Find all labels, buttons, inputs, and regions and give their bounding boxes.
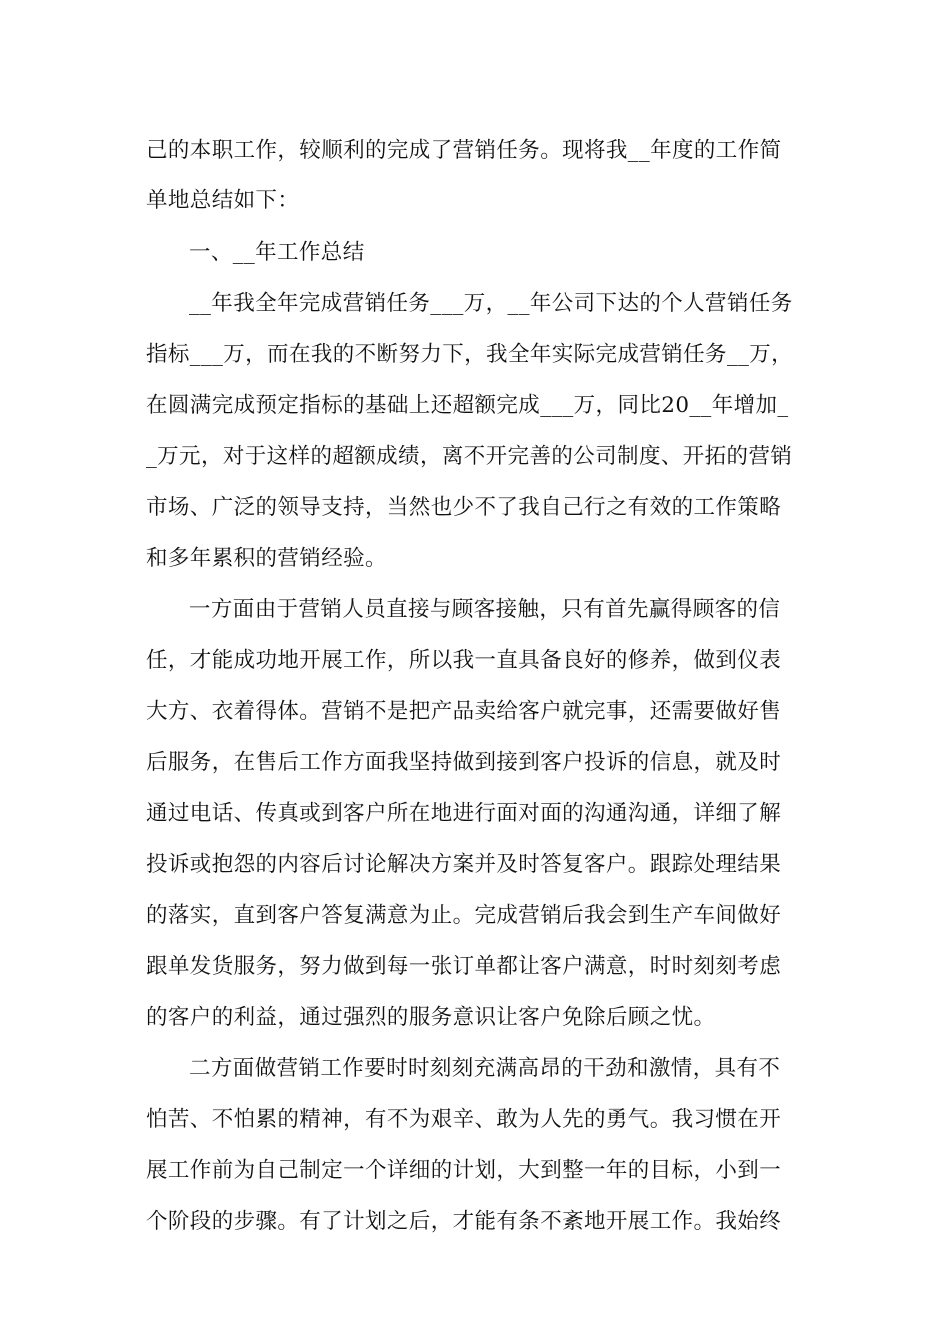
- text-line-12: 大方、衣着得体。营销不是把产品卖给客户就完事，还需要做好售: [146, 699, 782, 724]
- text-line-4: __年我全年完成营销任务___万，__年公司下达的个人营销任务: [189, 291, 793, 316]
- text-line-22: 个阶段的步骤。有了计划之后，才能有条不紊地开展工作。我始终: [146, 1209, 782, 1234]
- text-line-16: 的落实，直到客户答复满意为止。完成营销后我会到生产车间做好: [146, 903, 782, 928]
- text-line-14: 通过电话、传真或到客户所在地进行面对面的沟通沟通，详细了解: [146, 801, 782, 826]
- text-line-10: 一方面由于营销人员直接与顾客接触，只有首先赢得顾客的信: [189, 597, 781, 622]
- section-heading: 一、__年工作总结: [189, 240, 365, 265]
- text-line-15: 投诉或抱怨的内容后讨论解决方案并及时答复客户。跟踪处理结果: [146, 852, 782, 877]
- text-line-19: 二方面做营销工作要时时刻刻充满高昂的干劲和激情，具有不: [189, 1056, 781, 1081]
- text-line-6: 在圆满完成预定指标的基础上还超额完成___万，同比20__年增加_: [146, 393, 789, 418]
- text-line-21: 展工作前为自己制定一个详细的计划，大到整一年的目标，小到一: [146, 1158, 782, 1183]
- text-line-5: 指标___万，而在我的不断努力下，我全年实际完成营销任务__万，: [146, 342, 794, 367]
- text-line-17: 跟单发货服务，努力做到每一张订单都让客户满意，时时刻刻考虑: [146, 954, 782, 979]
- text-line-1: 己的本职工作，较顺利的完成了营销任务。现将我__年度的工作简: [146, 138, 782, 163]
- text-line-13: 后服务，在售后工作方面我坚持做到接到客户投诉的信息，就及时: [146, 750, 782, 775]
- text-line-20: 怕苦、不怕累的精神，有不为艰辛、敢为人先的勇气。我习惯在开: [146, 1107, 782, 1132]
- text-line-8: 市场、广泛的领导支持，当然也少不了我自己行之有效的工作策略: [146, 495, 782, 520]
- text-line-11: 任，才能成功地开展工作，所以我一直具备良好的修养，做到仪表: [146, 648, 782, 673]
- text-line-7: _万元，对于这样的超额成绩，离不开完善的公司制度、开拓的营销: [146, 444, 793, 469]
- text-line-2: 单地总结如下：: [146, 188, 300, 213]
- text-line-18: 的客户的利益，通过强烈的服务意识让客户免除后顾之忧。: [146, 1005, 716, 1030]
- text-line-9: 和多年累积的营销经验。: [146, 546, 387, 571]
